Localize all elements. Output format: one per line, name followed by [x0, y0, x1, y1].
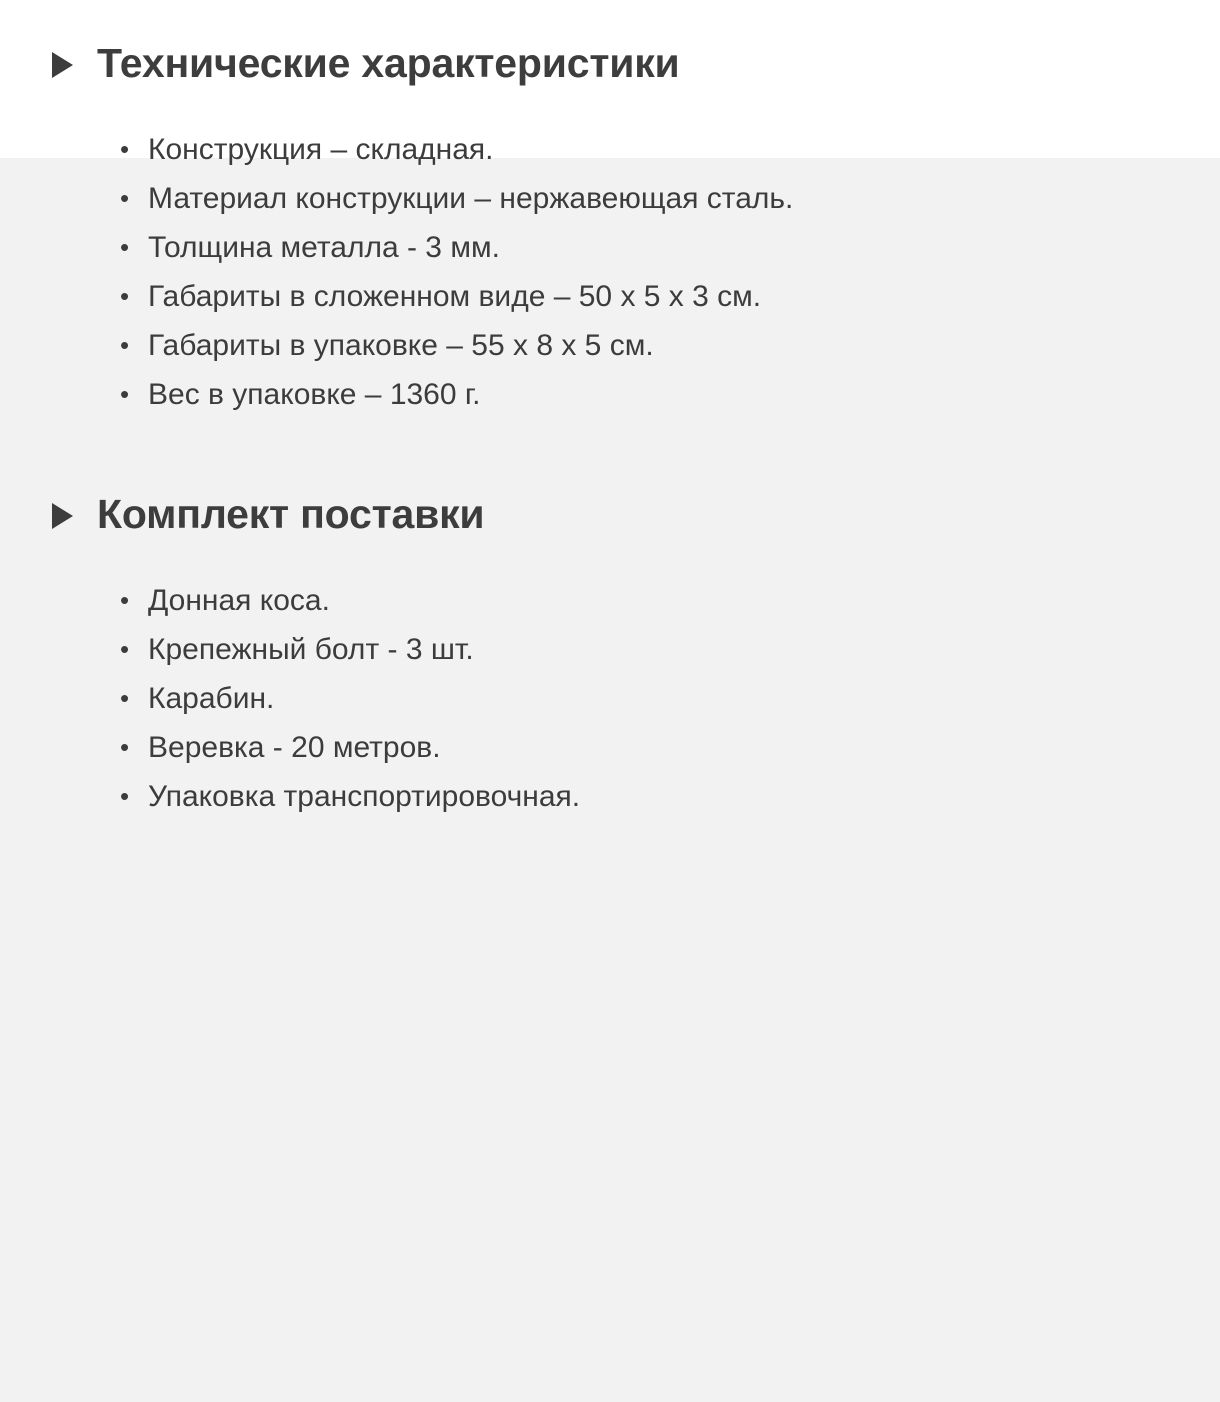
section-title: Комплект поставки [97, 491, 485, 538]
list-item: • Донная коса. [0, 576, 1220, 625]
list-item: • Габариты в сложенном виде – 50 x 5 x 3 см. [0, 272, 1220, 321]
triangle-right-icon[interactable] [52, 52, 73, 78]
list-item: • Карабин. [0, 674, 1220, 723]
package-contents-list [0, 576, 1220, 821]
section-header-specifications[interactable] [0, 40, 1220, 87]
section-header-package-contents[interactable] [0, 491, 1220, 538]
list-item: • Габариты в упаковке – 55 x 8 x 5 см. [0, 321, 1220, 370]
specifications-list [0, 125, 1220, 419]
section-package-contents [0, 491, 1220, 821]
page-title: Технические характеристики [97, 40, 680, 86]
section-technical-specifications [0, 0, 1220, 419]
list-item: • Конструкция – складная. [0, 125, 1220, 174]
triangle-right-icon[interactable] [52, 503, 73, 529]
list-item: • Толщина металла - 3 мм. [0, 223, 1220, 272]
list-item: • Веревка - 20 метров. [0, 723, 1220, 772]
list-item: • Вес в упаковке – 1360 г. [0, 370, 1220, 419]
list-item: • Материал конструкции – нержавеющая сталь. [0, 174, 1220, 223]
list-item: • Крепежный болт - 3 шт. [0, 625, 1220, 674]
list-item: • Упаковка транспортировочная. [0, 772, 1220, 821]
